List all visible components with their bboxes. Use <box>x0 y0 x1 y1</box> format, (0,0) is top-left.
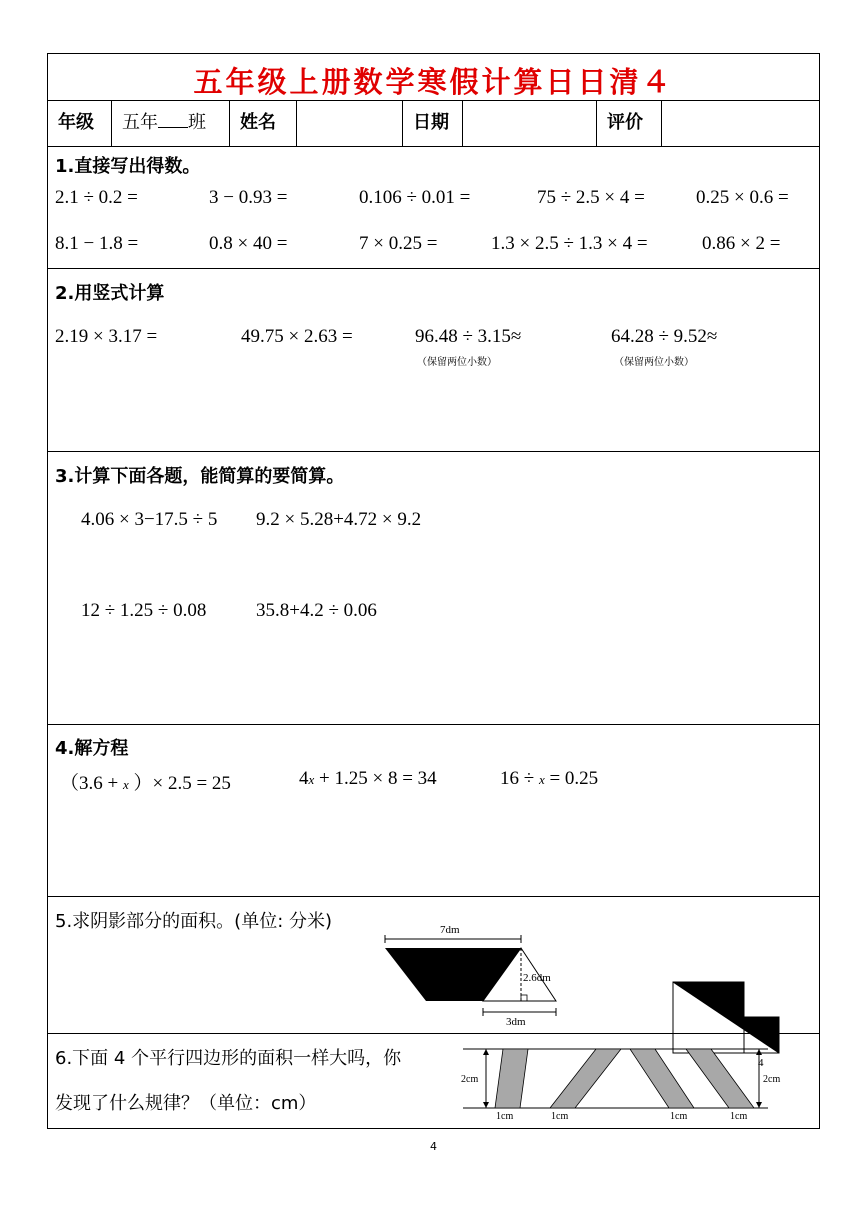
date-label: 日期 <box>403 101 463 146</box>
height-label: 2.6dm <box>523 972 551 984</box>
parallelograms-figure <box>458 1044 788 1120</box>
trapezoid-figure <box>378 915 568 1027</box>
class-blank[interactable] <box>158 107 188 128</box>
section3-heading: 3.计算下面各题，能简算的要简算。 <box>55 466 345 487</box>
problem: 64.28 ÷ 9.52≈ <box>611 326 718 347</box>
problem: 12 ÷ 1.25 ÷ 0.08 <box>81 600 207 621</box>
parallelogram <box>550 1049 621 1108</box>
problem: 0.25 × 0.6 = <box>696 187 789 208</box>
grade-value <box>112 101 230 146</box>
date-field[interactable] <box>463 101 597 146</box>
page-title: 五年级上册数学寒假计算日日清４ <box>193 65 674 99</box>
right-label: 4 <box>758 1057 764 1069</box>
equation-part: = 0.25 <box>549 768 599 789</box>
section1-heading: 1.直接写出得数。 <box>55 156 201 177</box>
equation-part: + 1.25 × 8 = 34 <box>319 768 437 789</box>
problem: 8.1 − 1.8 = <box>55 233 139 254</box>
problem: 1.3 × 2.5 ÷ 1.3 × 4 = <box>491 233 648 254</box>
section-simplify <box>48 452 819 725</box>
problem: 7 × 0.25 = <box>359 233 438 254</box>
parallelogram <box>686 1049 754 1108</box>
problem: 75 ÷ 2.5 × 4 = <box>537 187 645 208</box>
name-label: 姓名 <box>230 101 297 146</box>
question6-line2: 发现了什么规律？（单位：cm） <box>55 1093 317 1114</box>
eval-field[interactable] <box>662 101 820 146</box>
variable-x: x <box>538 772 545 787</box>
worksheet <box>47 53 820 1129</box>
equation-part: 4 <box>299 768 309 789</box>
section5-heading: 5.求阴影部分的面积。(单位: 分米) <box>55 911 333 932</box>
equation <box>299 768 437 790</box>
variable-x: x <box>308 772 315 787</box>
section-direct-answers <box>48 147 819 269</box>
problem: 9.2 × 5.28+4.72 × 9.2 <box>256 509 422 530</box>
variable-x: x <box>122 777 129 792</box>
grade-prefix: 五年 <box>122 112 158 133</box>
rounding-note: （保留两位小数） <box>614 357 694 368</box>
arrow-head <box>756 1102 762 1108</box>
grade-label: 年级 <box>48 101 112 146</box>
problem: 4.06 × 3−17.5 ÷ 5 <box>81 509 218 530</box>
section-equations <box>48 725 819 897</box>
base-label: 1cm <box>670 1111 688 1120</box>
base-label: 1cm <box>551 1111 569 1120</box>
problem: 3 − 0.93 = <box>209 187 288 208</box>
problem: 0.86 × 2 = <box>702 233 781 254</box>
arrow-head <box>756 1049 762 1055</box>
info-row <box>48 101 819 147</box>
bottom-label: 3dm <box>506 1016 526 1027</box>
title-row <box>48 54 819 101</box>
rounding-note: （保留两位小数） <box>417 357 497 368</box>
problem: 49.75 × 2.63 = <box>241 326 353 347</box>
problem: 2.1 ÷ 0.2 = <box>55 187 138 208</box>
equation-part: 16 ÷ <box>500 768 535 789</box>
base-label: 1cm <box>730 1111 748 1120</box>
problem: 0.106 ÷ 0.01 = <box>359 187 471 208</box>
grade-suffix: 班 <box>188 112 206 133</box>
problem: 0.8 × 40 = <box>209 233 288 254</box>
question6-line1: 6.下面 4 个平行四边形的面积一样大吗，你 <box>55 1048 402 1069</box>
base-label: 1cm <box>496 1111 514 1120</box>
section4-heading: 4.解方程 <box>55 738 129 759</box>
page-number: 4 <box>430 1140 437 1153</box>
arrow-head <box>483 1049 489 1055</box>
section2-heading: 2.用竖式计算 <box>55 283 165 304</box>
arrow-head <box>483 1102 489 1108</box>
height-label-right: 2cm <box>763 1074 781 1085</box>
section-parallelograms <box>48 1034 819 1129</box>
equation <box>500 768 598 790</box>
parallelogram <box>495 1049 528 1108</box>
problem: 96.48 ÷ 3.15≈ <box>415 326 522 347</box>
name-field[interactable] <box>297 101 403 146</box>
eval-label: 评价 <box>597 101 662 146</box>
parallelogram <box>630 1049 694 1108</box>
section-vertical-calc <box>48 269 819 452</box>
equation-part: （3.6 + <box>60 773 119 794</box>
problem: 35.8+4.2 ÷ 0.06 <box>256 600 377 621</box>
top-label: 7dm <box>440 924 460 936</box>
problem: 2.19 × 3.17 = <box>55 326 158 347</box>
equation <box>60 768 231 795</box>
equation-part: ）× 2.5 = 25 <box>133 773 231 794</box>
height-label-left: 2cm <box>461 1074 479 1085</box>
